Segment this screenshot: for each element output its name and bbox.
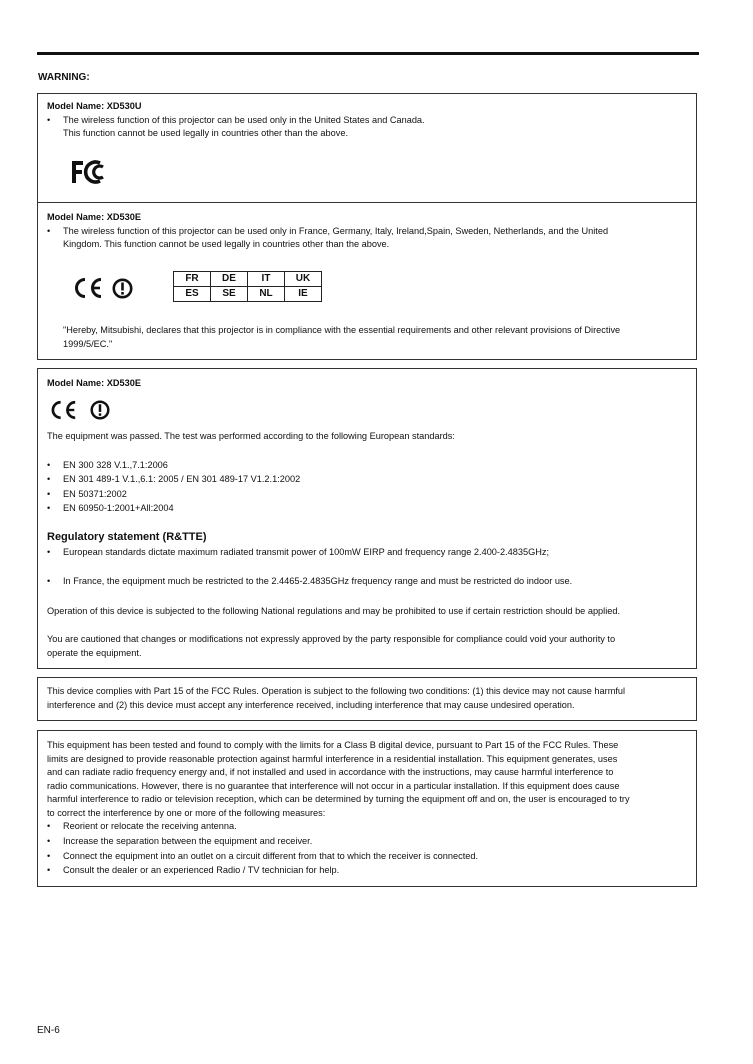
caution-text: You are cautioned that changes or modifications not expressly approved by the party responsible for compliance could void your authority to operate the equipment. <box>47 634 616 658</box>
fcc-conditions-text: This device complies with Part 15 of the FCC Rules. Operation is subject to the following two conditions: (1) this device may not cause harmful interference and (2) this device must accept any interference received, including interference that may cause undesired operation. <box>47 686 626 710</box>
country-cell: DE <box>211 272 248 287</box>
list-item: • EN 300 328 V.1.,7.1:2006 <box>47 460 168 470</box>
country-cell: FR <box>174 272 211 287</box>
fcc-part15-box <box>37 677 697 721</box>
country-cell: IE <box>285 287 322 302</box>
country-cell: ES <box>174 287 211 302</box>
table-row <box>174 287 322 302</box>
top-rule <box>37 52 699 55</box>
european-standards-box <box>37 368 697 669</box>
list-item: • In France, the equipment much be restricted to the 2.4465-2.4835GHz frequency range and must be restricted do indoor use. <box>47 576 573 586</box>
fcc-logo-icon <box>70 158 110 186</box>
wireless-restriction-box <box>37 93 697 360</box>
country-cell: SE <box>211 287 248 302</box>
list-item: • Reorient or relocate the receiving antenna. <box>47 821 237 831</box>
list-item: • The wireless function of this projector can be used only in France, Germany, Italy, Ireland,Spain, Sweden, Netherlands, and the United Kingdom. This function cannot be used legally in countries other than the above. <box>47 226 609 249</box>
list-item: • EN 50371:2002 <box>47 489 127 499</box>
list-item: • The wireless function of this projector can be used only in the United States and Canada. This function cannot be used legally in countries other than the above. <box>47 115 425 138</box>
standards-intro: The equipment was passed. The test was performed according to the following European standards: <box>47 431 455 441</box>
table-row <box>174 272 322 287</box>
list-item: • EN 301 489-1 V.1.,6.1: 2005 / EN 301 489-17 V1.2.1:2002 <box>47 474 301 484</box>
list-item: • Increase the separation between the equipment and receiver. <box>47 836 313 846</box>
model-name-xd530u: Model Name: XD530U <box>47 101 142 111</box>
list-item: • EN 60950-1:2001+All:2004 <box>47 503 174 513</box>
model-name-xd530e: Model Name: XD530E <box>47 378 141 388</box>
list-item: • European standards dictate maximum radiated transmit power of 100mW EIRP and frequency range 2.400-2.4835GHz; <box>47 547 550 557</box>
page-number: EN-6 <box>37 1025 60 1036</box>
list-item: • Consult the dealer or an experienced Radio / TV technician for help. <box>47 865 340 875</box>
list-item: • Connect the equipment into an outlet on a circuit different from that to which the receiver is connected. <box>47 851 479 861</box>
alert-class-mark-icon <box>112 278 133 299</box>
country-table <box>173 271 322 302</box>
regulatory-title: Regulatory statement (R&TTE) <box>47 531 207 543</box>
ce-mark-icon <box>47 400 87 420</box>
country-cell: IT <box>248 272 285 287</box>
operation-text: Operation of this device is subjected to the following National regulations and may be prohibited to use if certain restriction should be applied. <box>47 606 621 616</box>
section-divider <box>38 202 696 203</box>
class-b-text: This equipment has been tested and found to comply with the limits for a Class B digital device, pursuant to Part 15 of the FCC Rules. These limits are designed to provide reasonable protection against harmful interference in a residential installation. This equipment generates, uses and can radiate radio frequency energy and, if not installed and used in accordance with the instructions, may cause harmful interference to radio communications. However, there is no guarantee that interference will not occur in a particular installation. If this equipment does cause harmful interference to radio or television reception, which can be determined by turning the equipment off and on, the user is encouraged to try to correct the interference by one or more of the following measures: <box>47 740 630 818</box>
fcc-class-b-box <box>37 730 697 887</box>
model-name-xd530e: Model Name: XD530E <box>47 212 141 222</box>
country-cell: UK <box>285 272 322 287</box>
alert-class-mark-icon <box>90 400 110 420</box>
declaration-text: "Hereby, Mitsubishi, declares that this projector is in compliance with the essential requirements and other relevant provisions of Directive 1999/5/EC." <box>63 325 621 349</box>
country-cell: NL <box>248 287 285 302</box>
ce-mark-icon <box>70 277 114 299</box>
warning-title: WARNING: <box>38 72 90 83</box>
